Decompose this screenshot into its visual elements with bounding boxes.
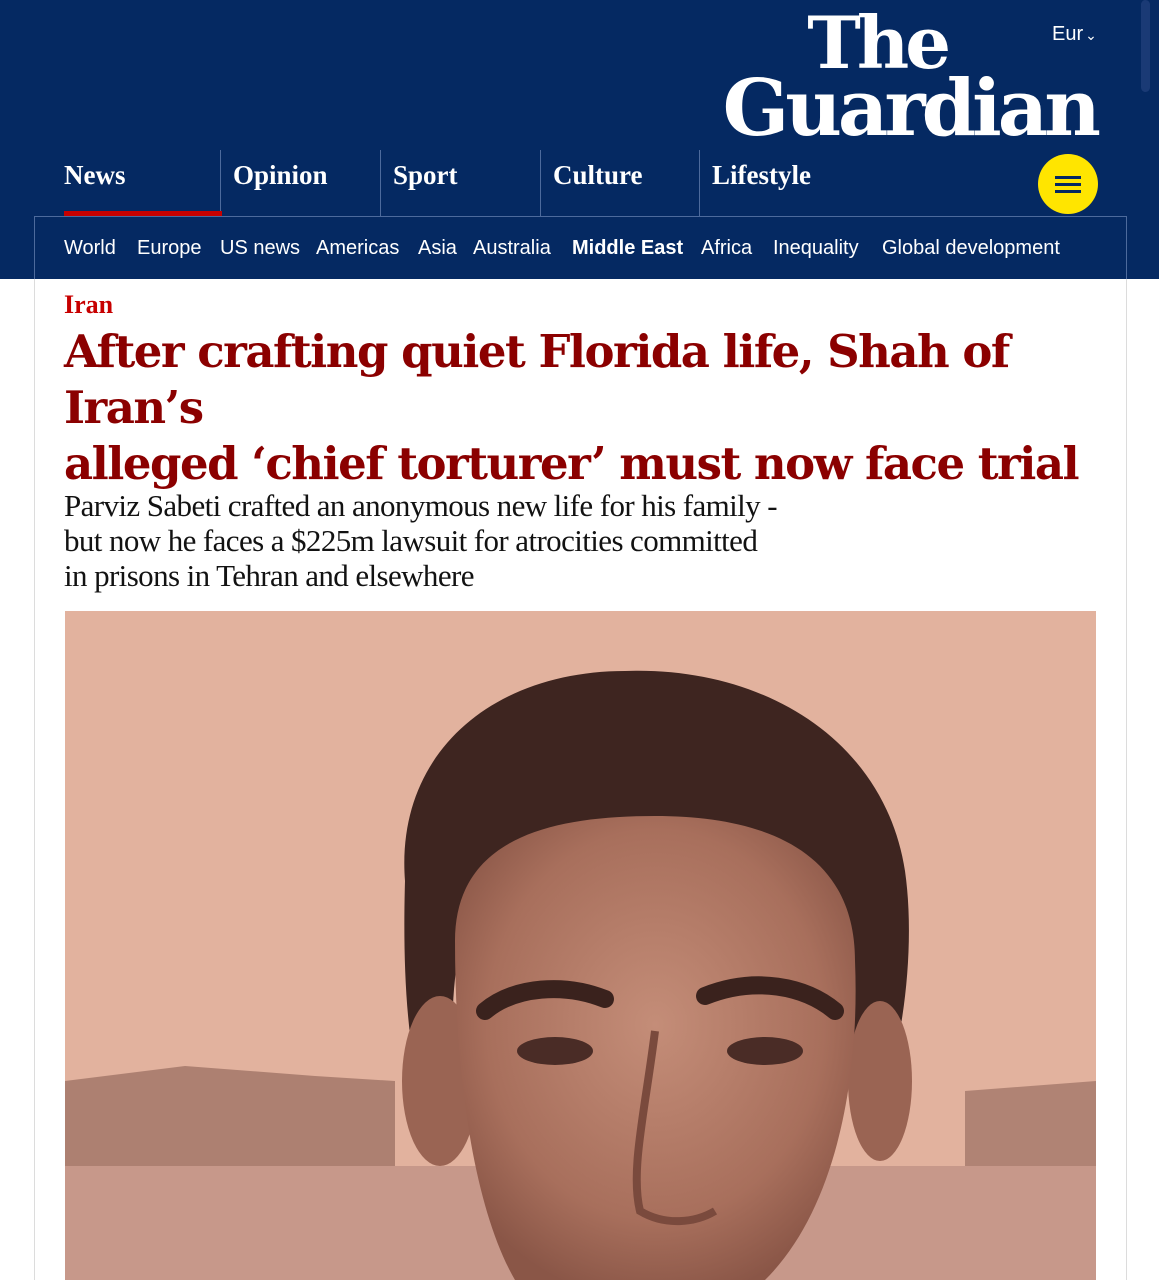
menu-button[interactable] bbox=[1038, 154, 1098, 214]
headline-line1: After crafting quiet Florida life, Shah of Iran’s bbox=[64, 325, 1009, 434]
article-main-photo bbox=[65, 611, 1096, 1280]
pillar-lifestyle[interactable]: Lifestyle bbox=[699, 150, 899, 216]
pillar-news[interactable]: News bbox=[52, 150, 222, 216]
chevron-down-icon: ⌄ bbox=[1085, 27, 1097, 43]
subnav-world[interactable]: World bbox=[64, 237, 116, 259]
pillar-culture[interactable]: Culture bbox=[540, 150, 700, 216]
subnav-australia[interactable]: Australia bbox=[473, 237, 551, 259]
subnav-asia[interactable]: Asia bbox=[418, 237, 457, 259]
pillar-opinion[interactable]: Opinion bbox=[220, 150, 380, 216]
logo-line2: Guardian bbox=[722, 63, 1097, 154]
subnav-inequality[interactable]: Inequality bbox=[773, 237, 859, 259]
subnav-europe[interactable]: Europe bbox=[137, 237, 202, 259]
pillar-nav bbox=[34, 150, 1127, 216]
logo-line1: The bbox=[807, 0, 947, 85]
headline-line2: alleged ‘chief torturer’ must now face trial bbox=[64, 437, 1079, 490]
section-kicker[interactable]: Iran bbox=[64, 290, 114, 319]
pillar-sport[interactable]: Sport bbox=[380, 150, 540, 216]
subnav-africa[interactable]: Africa bbox=[701, 237, 753, 259]
scrollbar-thumb[interactable] bbox=[1141, 0, 1150, 92]
subnav-americas[interactable]: Americas bbox=[316, 237, 400, 259]
standfirst-line1: Parviz Sabeti crafted an anonymous new life for his family - bbox=[64, 488, 777, 523]
standfirst-line2: but now he faces a $225m lawsuit for atrocities committed bbox=[64, 523, 758, 558]
masthead bbox=[0, 0, 1159, 279]
subnav-middle-east[interactable]: Middle East bbox=[572, 237, 684, 259]
portrait-photo-illustration bbox=[65, 611, 1096, 1280]
sub-navigation bbox=[34, 216, 1127, 279]
article-headline bbox=[64, 324, 1104, 492]
guardian-logo[interactable] bbox=[722, 0, 1097, 154]
standfirst-line3: in prisons in Tehran and elsewhere bbox=[64, 558, 474, 593]
article-standfirst bbox=[64, 488, 864, 593]
edition-label: Eur bbox=[1052, 23, 1084, 45]
subnav-us-news[interactable]: US news bbox=[220, 237, 301, 259]
subnav-global-development[interactable]: Global development bbox=[882, 237, 1060, 259]
